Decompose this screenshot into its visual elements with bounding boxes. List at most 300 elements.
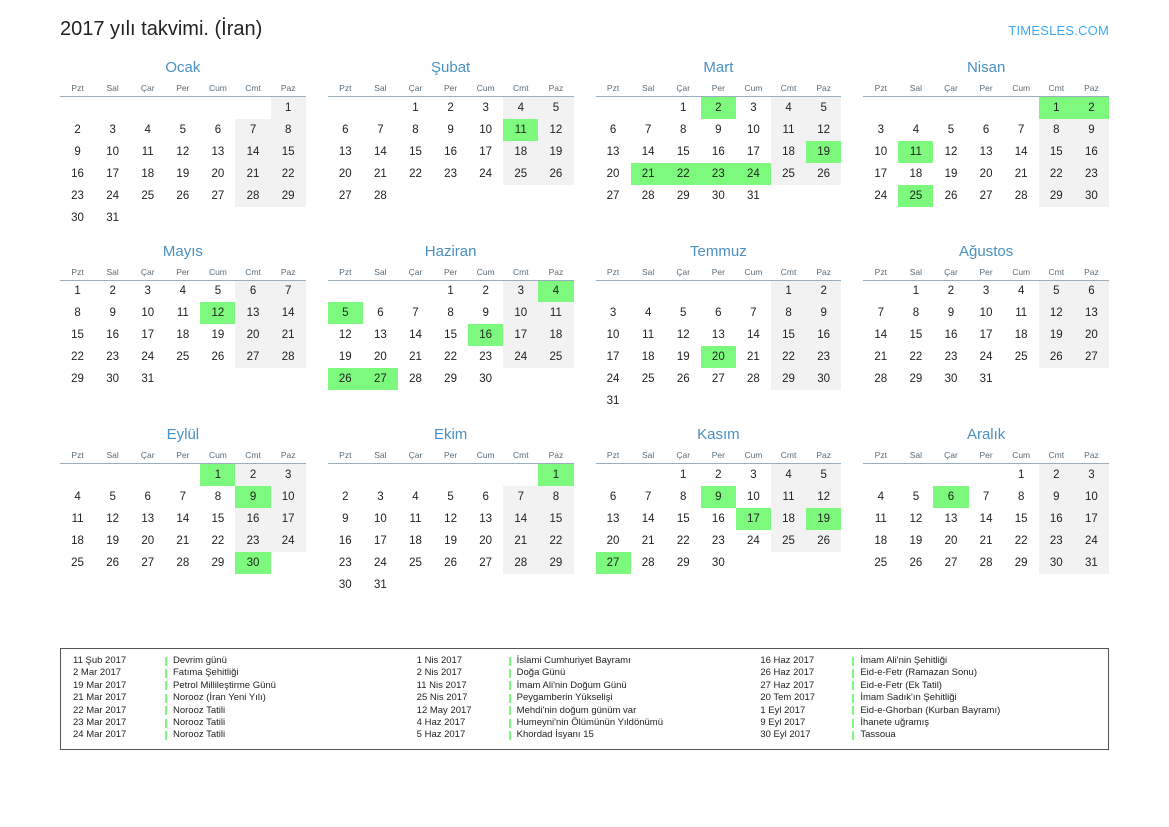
day-cell[interactable]: 27	[479, 556, 493, 569]
day-cell[interactable]: 4	[644, 307, 652, 319]
day-cell-weekend[interactable]: 27	[235, 346, 270, 368]
day-cell-weekend[interactable]: 6	[235, 280, 270, 302]
day-cell[interactable]: 11	[141, 145, 154, 158]
day-cell-weekend[interactable]: 7	[235, 119, 270, 141]
day-cell-weekend[interactable]: 25	[771, 530, 806, 552]
day-cell[interactable]: 28	[874, 373, 888, 385]
day-cell[interactable]: 17	[979, 329, 993, 341]
day-cell[interactable]: 9	[947, 307, 955, 319]
day-cell[interactable]: 2	[715, 468, 722, 481]
day-cell-weekend[interactable]: 15	[538, 508, 573, 530]
day-cell-weekend[interactable]: 21	[271, 324, 306, 346]
day-cell[interactable]: 25	[176, 351, 190, 363]
day-cell[interactable]: 26	[909, 556, 923, 569]
day-cell-weekend[interactable]: 21	[503, 530, 538, 552]
day-cell[interactable]: 9	[109, 307, 116, 319]
day-cell[interactable]: 8	[74, 307, 81, 319]
day-cell[interactable]: 18	[909, 167, 923, 180]
day-cell[interactable]: 12	[909, 512, 923, 525]
day-cell[interactable]: 14	[176, 512, 190, 525]
day-cell[interactable]: 13	[141, 512, 155, 525]
day-cell-weekend[interactable]: 12	[806, 119, 841, 141]
day-cell[interactable]: 13	[711, 329, 725, 341]
day-cell[interactable]: 23	[444, 167, 457, 180]
day-cell-weekend[interactable]: 16	[806, 324, 841, 346]
day-cell[interactable]: 9	[482, 307, 489, 319]
day-cell[interactable]: 10	[373, 512, 387, 525]
day-cell[interactable]: 18	[71, 534, 84, 547]
day-cell-holiday[interactable]: 24	[736, 163, 771, 185]
day-cell[interactable]: 24	[874, 189, 888, 202]
day-cell[interactable]: 6	[482, 490, 489, 503]
day-cell[interactable]: 10	[606, 329, 620, 341]
day-cell[interactable]: 4	[877, 490, 884, 503]
day-cell[interactable]: 14	[979, 512, 993, 525]
day-cell[interactable]: 25	[1014, 351, 1028, 363]
day-cell[interactable]: 16	[338, 534, 352, 547]
day-cell-weekend[interactable]: 3	[503, 280, 538, 302]
day-cell-weekend[interactable]: 11	[538, 302, 573, 324]
day-cell-weekend[interactable]: 20	[235, 324, 270, 346]
day-cell[interactable]: 21	[409, 351, 422, 363]
day-cell[interactable]: 4	[74, 490, 81, 503]
day-cell-weekend[interactable]: 10	[503, 302, 538, 324]
day-cell[interactable]: 23	[338, 556, 352, 569]
day-cell[interactable]: 21	[874, 351, 888, 363]
day-cell[interactable]: 1	[1017, 468, 1025, 481]
day-cell[interactable]: 1	[912, 285, 920, 298]
day-cell[interactable]: 4	[179, 285, 187, 298]
day-cell[interactable]: 29	[1014, 556, 1028, 569]
day-cell[interactable]: 14	[409, 329, 422, 341]
day-cell[interactable]: 15	[676, 512, 690, 525]
day-cell[interactable]: 28	[641, 556, 655, 569]
day-cell-weekend[interactable]: 16	[1039, 508, 1074, 530]
day-cell[interactable]: 5	[947, 123, 955, 136]
day-cell[interactable]: 1	[680, 101, 687, 114]
day-cell[interactable]: 14	[874, 329, 888, 341]
day-cell-weekend[interactable]: 8	[538, 486, 573, 508]
day-cell-weekend[interactable]: 2	[235, 464, 270, 486]
day-cell[interactable]: 20	[606, 167, 620, 180]
day-cell-weekend[interactable]: 10	[271, 486, 306, 508]
day-cell-weekend[interactable]: 9	[806, 302, 841, 324]
day-cell[interactable]: 15	[409, 145, 422, 158]
day-cell[interactable]: 15	[676, 145, 690, 158]
day-cell[interactable]: 28	[409, 373, 422, 385]
day-cell[interactable]: 18	[176, 329, 190, 341]
day-cell[interactable]: 26	[944, 189, 958, 202]
day-cell-weekend[interactable]: 13	[1074, 302, 1109, 324]
day-cell-weekend[interactable]: 2	[806, 280, 841, 302]
day-cell-weekend[interactable]: 8	[271, 119, 306, 141]
day-cell[interactable]: 24	[373, 556, 387, 569]
day-cell-weekend[interactable]: 26	[806, 530, 841, 552]
day-cell[interactable]: 27	[338, 189, 352, 202]
day-cell[interactable]: 30	[711, 189, 725, 202]
day-cell[interactable]: 4	[1017, 285, 1025, 298]
day-cell-weekend[interactable]: 16	[1074, 141, 1109, 163]
day-cell[interactable]: 8	[412, 123, 419, 136]
day-cell[interactable]: 15	[909, 329, 923, 341]
day-cell[interactable]: 23	[711, 534, 725, 547]
day-cell-holiday[interactable]: 21	[631, 163, 666, 185]
day-cell[interactable]: 14	[641, 512, 655, 525]
day-cell[interactable]: 10	[479, 123, 493, 136]
day-cell-weekend[interactable]: 28	[235, 185, 270, 207]
day-cell-holiday[interactable]: 30	[235, 552, 270, 574]
day-cell[interactable]: 5	[179, 123, 187, 136]
day-cell[interactable]: 2	[482, 285, 489, 298]
day-cell[interactable]: 8	[680, 123, 687, 136]
day-cell[interactable]: 13	[979, 145, 993, 158]
day-cell[interactable]: 14	[747, 329, 760, 341]
day-cell[interactable]: 26	[176, 189, 190, 202]
day-cell-holiday[interactable]: 1	[1039, 97, 1074, 119]
day-cell[interactable]: 30	[106, 373, 120, 385]
day-cell[interactable]: 10	[979, 307, 993, 319]
day-cell-weekend[interactable]: 25	[538, 346, 573, 368]
day-cell[interactable]: 4	[144, 123, 151, 136]
day-cell[interactable]: 27	[211, 189, 225, 202]
day-cell-weekend[interactable]: 22	[538, 530, 573, 552]
day-cell[interactable]: 6	[609, 490, 617, 503]
day-cell-holiday[interactable]: 22	[666, 163, 701, 185]
day-cell-holiday[interactable]: 1	[200, 464, 235, 486]
day-cell[interactable]: 31	[141, 373, 155, 385]
day-cell-weekend[interactable]: 1	[271, 97, 306, 119]
day-cell[interactable]: 29	[444, 373, 457, 385]
day-cell[interactable]: 8	[912, 307, 920, 319]
day-cell-weekend[interactable]: 1	[771, 280, 806, 302]
day-cell[interactable]: 3	[609, 307, 617, 319]
day-cell-weekend[interactable]: 23	[235, 530, 270, 552]
day-cell[interactable]: 12	[676, 329, 690, 341]
day-cell[interactable]: 23	[106, 351, 120, 363]
day-cell[interactable]: 8	[1017, 490, 1025, 503]
day-cell-holiday[interactable]: 27	[363, 368, 398, 390]
day-cell-weekend[interactable]: 22	[1039, 163, 1074, 185]
day-cell-weekend[interactable]: 9	[1039, 486, 1074, 508]
day-cell[interactable]: 20	[606, 534, 620, 547]
day-cell-weekend[interactable]: 15	[271, 141, 306, 163]
day-cell[interactable]: 19	[909, 534, 923, 547]
day-cell[interactable]: 12	[106, 512, 120, 525]
day-cell-weekend[interactable]: 3	[1074, 464, 1109, 486]
day-cell[interactable]: 29	[71, 373, 84, 385]
day-cell[interactable]: 16	[711, 512, 725, 525]
day-cell-weekend[interactable]: 25	[503, 163, 538, 185]
day-cell[interactable]: 13	[338, 145, 352, 158]
day-cell[interactable]: 21	[641, 534, 655, 547]
day-cell[interactable]: 7	[877, 307, 884, 319]
day-cell[interactable]: 3	[750, 101, 757, 114]
day-cell-weekend[interactable]: 17	[1074, 508, 1109, 530]
day-cell[interactable]: 26	[444, 556, 457, 569]
day-cell-weekend[interactable]: 5	[1039, 280, 1074, 302]
day-cell[interactable]: 10	[874, 145, 888, 158]
day-cell-weekend[interactable]: 19	[538, 141, 573, 163]
day-cell-weekend[interactable]: 21	[235, 163, 270, 185]
day-cell[interactable]: 16	[944, 329, 958, 341]
day-cell-holiday[interactable]: 20	[701, 346, 736, 368]
day-cell[interactable]: 2	[947, 285, 955, 298]
day-cell[interactable]: 13	[479, 512, 493, 525]
day-cell[interactable]: 28	[747, 373, 760, 385]
day-cell[interactable]: 20	[979, 167, 993, 180]
day-cell[interactable]: 12	[176, 145, 190, 158]
day-cell-holiday[interactable]: 6	[933, 486, 968, 508]
day-cell[interactable]: 15	[444, 329, 457, 341]
day-cell-holiday[interactable]: 26	[328, 368, 363, 390]
day-cell[interactable]: 27	[979, 189, 993, 202]
day-cell-weekend[interactable]: 7	[503, 486, 538, 508]
day-cell[interactable]: 22	[409, 167, 422, 180]
day-cell[interactable]: 29	[909, 373, 923, 385]
day-cell-holiday[interactable]: 5	[328, 302, 363, 324]
day-cell-weekend[interactable]: 23	[1039, 530, 1074, 552]
day-cell[interactable]: 18	[1014, 329, 1028, 341]
day-cell[interactable]: 19	[211, 329, 225, 341]
day-cell-weekend[interactable]: 30	[1039, 552, 1074, 574]
day-cell[interactable]: 15	[211, 512, 225, 525]
day-cell[interactable]: 28	[979, 556, 993, 569]
day-cell[interactable]: 23	[944, 351, 958, 363]
day-cell[interactable]: 14	[1014, 145, 1028, 158]
day-cell[interactable]: 17	[606, 351, 620, 363]
day-cell[interactable]: 3	[750, 468, 757, 481]
day-cell[interactable]: 31	[606, 395, 620, 407]
day-cell-weekend[interactable]: 26	[806, 163, 841, 185]
day-cell-weekend[interactable]: 24	[1074, 530, 1109, 552]
day-cell-weekend[interactable]: 4	[771, 97, 806, 119]
day-cell-weekend[interactable]: 6	[1074, 280, 1109, 302]
day-cell[interactable]: 13	[944, 512, 958, 525]
day-cell[interactable]: 31	[747, 189, 760, 202]
day-cell[interactable]: 22	[909, 351, 923, 363]
day-cell[interactable]: 22	[676, 534, 690, 547]
day-cell[interactable]: 7	[644, 490, 652, 503]
day-cell[interactable]: 27	[606, 189, 620, 202]
day-cell[interactable]: 11	[874, 512, 887, 525]
day-cell[interactable]: 24	[141, 351, 155, 363]
day-cell-weekend[interactable]: 2	[1039, 464, 1074, 486]
day-cell-weekend[interactable]: 30	[806, 368, 841, 390]
day-cell[interactable]: 14	[641, 145, 655, 158]
day-cell-weekend[interactable]: 13	[235, 302, 270, 324]
day-cell[interactable]: 21	[979, 534, 993, 547]
day-cell[interactable]: 26	[211, 351, 225, 363]
day-cell[interactable]: 5	[912, 490, 920, 503]
day-cell-weekend[interactable]: 29	[271, 185, 306, 207]
day-cell[interactable]: 22	[71, 351, 84, 363]
day-cell[interactable]: 5	[214, 285, 222, 298]
day-cell[interactable]: 30	[944, 373, 958, 385]
day-cell[interactable]: 27	[141, 556, 155, 569]
day-cell[interactable]: 17	[373, 534, 387, 547]
day-cell[interactable]: 20	[944, 534, 958, 547]
day-cell[interactable]: 15	[71, 329, 84, 341]
day-cell[interactable]: 3	[377, 490, 384, 503]
day-cell[interactable]: 29	[676, 556, 690, 569]
day-cell[interactable]: 13	[606, 512, 620, 525]
day-cell-holiday[interactable]: 16	[468, 324, 503, 346]
day-cell[interactable]: 2	[447, 101, 454, 114]
day-cell-weekend[interactable]: 28	[503, 552, 538, 574]
day-cell[interactable]: 3	[109, 123, 116, 136]
day-cell-weekend[interactable]: 26	[538, 163, 573, 185]
day-cell[interactable]: 24	[747, 534, 760, 547]
day-cell[interactable]: 12	[338, 329, 352, 341]
day-cell[interactable]: 11	[71, 512, 84, 525]
day-cell-weekend[interactable]: 12	[806, 486, 841, 508]
day-cell-holiday[interactable]: 25	[898, 185, 933, 207]
day-cell[interactable]: 9	[342, 512, 349, 525]
day-cell[interactable]: 30	[711, 556, 725, 569]
day-cell[interactable]: 24	[979, 351, 993, 363]
day-cell-weekend[interactable]: 3	[271, 464, 306, 486]
day-cell-weekend[interactable]: 17	[503, 324, 538, 346]
day-cell[interactable]: 22	[444, 351, 457, 363]
day-cell-weekend[interactable]: 31	[1074, 552, 1109, 574]
day-cell-weekend[interactable]: 18	[771, 141, 806, 163]
day-cell[interactable]: 18	[409, 534, 422, 547]
day-cell-weekend[interactable]: 22	[271, 163, 306, 185]
day-cell[interactable]: 25	[874, 556, 888, 569]
day-cell[interactable]: 1	[74, 285, 81, 298]
day-cell-holiday[interactable]: 4	[538, 280, 573, 302]
day-cell[interactable]: 2	[74, 123, 81, 136]
day-cell-weekend[interactable]: 14	[271, 302, 306, 324]
day-cell[interactable]: 29	[211, 556, 225, 569]
day-cell[interactable]: 30	[338, 578, 352, 591]
day-cell[interactable]: 6	[214, 123, 222, 136]
day-cell[interactable]: 12	[444, 512, 457, 525]
day-cell-holiday[interactable]: 2	[701, 97, 736, 119]
day-cell[interactable]: 28	[641, 189, 655, 202]
day-cell[interactable]: 6	[377, 307, 384, 319]
day-cell[interactable]: 21	[176, 534, 190, 547]
day-cell-weekend[interactable]: 5	[538, 97, 573, 119]
day-cell[interactable]: 6	[609, 123, 617, 136]
day-cell[interactable]: 19	[944, 167, 958, 180]
day-cell[interactable]: 17	[747, 145, 760, 158]
day-cell[interactable]: 21	[747, 351, 760, 363]
day-cell[interactable]: 17	[479, 145, 493, 158]
day-cell[interactable]: 2	[342, 490, 349, 503]
day-cell[interactable]: 11	[176, 307, 189, 319]
day-cell[interactable]: 19	[338, 351, 352, 363]
day-cell-holiday[interactable]: 23	[701, 163, 736, 185]
day-cell-weekend[interactable]: 15	[771, 324, 806, 346]
day-cell[interactable]: 20	[338, 167, 352, 180]
day-cell-weekend[interactable]: 7	[271, 280, 306, 302]
day-cell-weekend[interactable]: 29	[538, 552, 573, 574]
day-cell[interactable]: 1	[680, 468, 687, 481]
day-cell[interactable]: 17	[874, 167, 888, 180]
day-cell-weekend[interactable]: 14	[235, 141, 270, 163]
day-cell[interactable]: 3	[877, 123, 884, 136]
day-cell[interactable]: 31	[979, 373, 993, 385]
day-cell[interactable]: 6	[342, 123, 349, 136]
day-cell[interactable]: 26	[676, 373, 690, 385]
day-cell-weekend[interactable]: 11	[771, 486, 806, 508]
day-cell[interactable]: 28	[176, 556, 190, 569]
day-cell-holiday[interactable]: 19	[806, 508, 841, 530]
day-cell[interactable]: 10	[141, 307, 155, 319]
day-cell-holiday[interactable]: 11	[898, 141, 933, 163]
day-cell-weekend[interactable]: 16	[235, 508, 270, 530]
day-cell-holiday[interactable]: 27	[596, 552, 631, 574]
day-cell[interactable]: 30	[479, 373, 493, 385]
day-cell[interactable]: 29	[676, 189, 690, 202]
day-cell-weekend[interactable]: 30	[1074, 185, 1109, 207]
day-cell[interactable]: 11	[1015, 307, 1028, 319]
day-cell-weekend[interactable]: 18	[771, 508, 806, 530]
day-cell[interactable]: 22	[1014, 534, 1028, 547]
day-cell[interactable]: 23	[71, 189, 84, 202]
day-cell[interactable]: 7	[750, 307, 757, 319]
day-cell-weekend[interactable]: 25	[771, 163, 806, 185]
day-cell-weekend[interactable]: 19	[1039, 324, 1074, 346]
day-cell[interactable]: 16	[71, 167, 84, 180]
day-cell-holiday[interactable]: 1	[538, 464, 573, 486]
day-cell[interactable]: 30	[71, 211, 84, 224]
day-cell-weekend[interactable]: 20	[1074, 324, 1109, 346]
day-cell[interactable]: 24	[606, 373, 620, 385]
day-cell[interactable]: 31	[106, 211, 120, 224]
day-cell[interactable]: 24	[479, 167, 493, 180]
day-cell[interactable]: 10	[747, 490, 760, 503]
day-cell-weekend[interactable]: 24	[271, 530, 306, 552]
day-cell-holiday[interactable]: 9	[235, 486, 270, 508]
day-cell-weekend[interactable]: 15	[1039, 141, 1074, 163]
day-cell[interactable]: 8	[680, 490, 687, 503]
day-cell-weekend[interactable]: 24	[503, 346, 538, 368]
day-cell[interactable]: 13	[606, 145, 620, 158]
day-cell[interactable]: 2	[109, 285, 116, 298]
day-cell-weekend[interactable]: 17	[271, 508, 306, 530]
day-cell-weekend[interactable]: 27	[1074, 346, 1109, 368]
day-cell[interactable]: 11	[409, 512, 422, 525]
day-cell[interactable]: 19	[444, 534, 457, 547]
day-cell[interactable]: 10	[106, 145, 120, 158]
day-cell-holiday[interactable]: 2	[1074, 97, 1109, 119]
day-cell[interactable]: 15	[1014, 512, 1028, 525]
day-cell-holiday[interactable]: 17	[736, 508, 771, 530]
day-cell[interactable]: 28	[1014, 189, 1028, 202]
day-cell[interactable]: 4	[412, 490, 419, 503]
day-cell[interactable]: 3	[144, 285, 151, 298]
day-cell[interactable]: 7	[1017, 123, 1025, 136]
day-cell[interactable]: 7	[412, 307, 419, 319]
day-cell[interactable]: 20	[373, 351, 387, 363]
day-cell[interactable]: 25	[641, 373, 655, 385]
day-cell[interactable]: 22	[211, 534, 225, 547]
day-cell[interactable]: 4	[912, 123, 920, 136]
day-cell[interactable]: 16	[106, 329, 120, 341]
day-cell[interactable]: 25	[71, 556, 84, 569]
day-cell[interactable]: 26	[106, 556, 120, 569]
day-cell-weekend[interactable]: 9	[1074, 119, 1109, 141]
day-cell[interactable]: 3	[482, 101, 489, 114]
day-cell-weekend[interactable]: 14	[503, 508, 538, 530]
day-cell-weekend[interactable]: 23	[1074, 163, 1109, 185]
day-cell-weekend[interactable]: 23	[806, 346, 841, 368]
day-cell-weekend[interactable]: 4	[771, 464, 806, 486]
day-cell[interactable]: 24	[106, 189, 120, 202]
day-cell[interactable]: 6	[982, 123, 990, 136]
